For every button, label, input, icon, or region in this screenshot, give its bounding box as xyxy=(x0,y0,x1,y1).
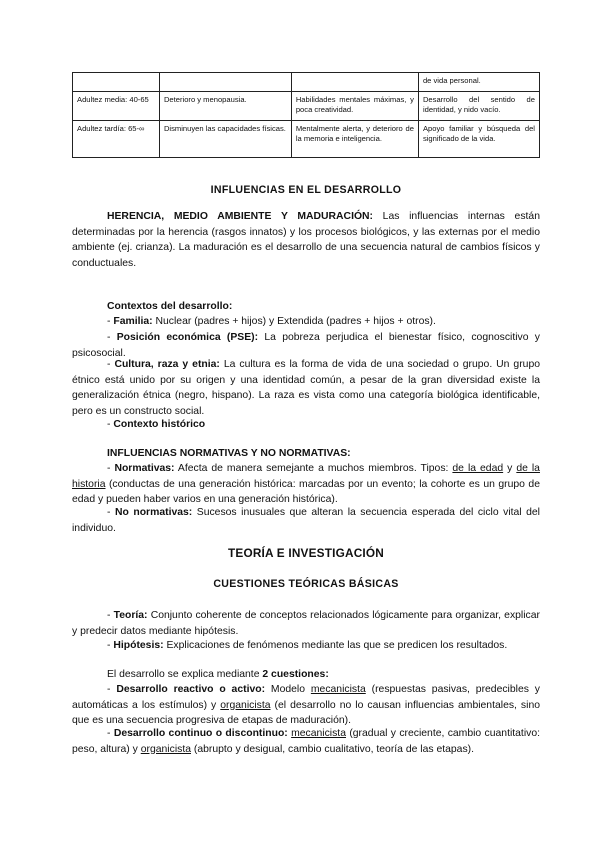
teoria-item xyxy=(72,608,540,639)
bullet: - xyxy=(107,419,114,430)
no-normativas-label: No normativas: xyxy=(114,507,193,518)
pse-text: La pobreza perjudica el bienestar físico, cognoscitivo y psicosocial. xyxy=(72,332,540,359)
bullet: - xyxy=(107,610,114,621)
bullet: - xyxy=(107,640,114,651)
reactivo-item xyxy=(72,682,540,729)
bullet: - xyxy=(107,728,114,739)
hipotesis-item xyxy=(72,638,540,654)
contextos-heading: Contextos del desarrollo: xyxy=(107,301,233,312)
table-cell: Mentalmente alerta, y deterioro de la memoria e inteligencia. xyxy=(291,121,418,158)
explica-text: El desarrollo se explica mediante xyxy=(107,669,263,680)
bullet: - xyxy=(107,316,114,327)
herencia-text: Las influencias internas están determinadas por la herencia (rasgos innatos) y los procesos biológicos, y las externas por el medio ambiente (ej. crianza). La maduración es el desarrollo de una secuencia natural de cambios físicos y conductuales. xyxy=(72,211,540,269)
organicista-term: organicista xyxy=(140,743,191,755)
table-cell: Adultez media: 40-65 xyxy=(73,92,160,121)
table-cell: Deterioro y menopausia. xyxy=(159,92,291,121)
reactivo-text-continued: (respuestas pasivas, predecibles y automáticas a los estímulos) y xyxy=(72,684,540,711)
herencia-label: HERENCIA, MEDIO AMBIENTE Y MADURACIÓN: xyxy=(107,211,373,222)
cultura-item xyxy=(72,357,540,419)
normativas-label: Normativas: xyxy=(114,463,175,474)
continuo-text: (gradual y creciente, cambio cuantitativo: peso, altura) y xyxy=(72,728,540,755)
normativas-text: Afecta de manera semejante a muchos miembros. Tipos: xyxy=(174,463,453,474)
table-row xyxy=(73,73,540,92)
teoria-label: Teoría: xyxy=(113,610,148,621)
teoria-text: Conjunto coherente de conceptos relacionados lógicamente para organizar, explicar y predecir datos mediante hipótesis. xyxy=(72,610,540,637)
mecanicista-term: mecanicista xyxy=(310,684,366,695)
familia-text: Nuclear (padres + hijos) y Extendida (padres + hijos + otros). xyxy=(152,316,436,327)
normativas-heading: INFLUENCIAS NORMATIVAS Y NO NORMATIVAS: xyxy=(107,448,351,459)
organicista-term: organicista xyxy=(220,699,271,711)
contexto-historico-label: Contexto histórico xyxy=(113,419,206,430)
hipotesis-label: Hipótesis: xyxy=(113,640,164,651)
cultura-text: La cultura es la forma de vida de una sociedad o grupo. Un grupo étnico está unido por su origen y una identidad común, a pesar de la gran diversidad existe la generalización étnica (negro, hispano). La raza es vista como una categoría biológica identificable, pero es un constructo social. xyxy=(72,359,540,417)
bullet: - xyxy=(107,463,115,474)
familia-item xyxy=(72,314,540,330)
no-normativas-text: Sucesos inusuales que alteran la secuencia esperada del ciclo vital del individuo. xyxy=(72,507,540,534)
explica-line xyxy=(107,667,329,683)
hipotesis-text: Explicaciones de fenómenos mediante las que se predicen los resultados. xyxy=(163,640,508,651)
reactivo-text-end: (el desarrollo no lo causan influencias ambientales, sino que es una secuencia progresiva de etapas de maduración). xyxy=(72,699,540,726)
cultura-label: Cultura, raza y etnia: xyxy=(114,359,220,370)
development-stages-table xyxy=(72,72,540,158)
table-cell: Habilidades mentales máximas, y poca creatividad. xyxy=(291,92,418,121)
mecanicista-term: mecanicista xyxy=(291,728,346,739)
table-cell: Desarrollo del sentido de identidad, y nido vacío. xyxy=(418,92,539,121)
continuo-text-end: (abrupto y desigual, cambio cualitativo, teoría de las etapas). xyxy=(190,743,474,755)
table-row xyxy=(73,121,540,158)
no-normativas-item xyxy=(72,505,540,536)
normativas-item xyxy=(72,461,540,508)
bullet: - xyxy=(107,684,117,695)
table-cell xyxy=(291,73,418,92)
bullet: - xyxy=(107,359,115,370)
bullet: - xyxy=(107,507,115,518)
table-cell: Adultez tardía: 65-∞ xyxy=(73,121,160,158)
conjunction: y xyxy=(503,463,517,474)
reactivo-label: Desarrollo reactivo o activo: xyxy=(116,684,266,695)
pse-label: Posición económica (PSE): xyxy=(116,332,259,343)
section-subtitle-cuestiones: CUESTIONES TEÓRICAS BÁSICAS xyxy=(213,578,399,590)
de-la-historia-term: de la historia xyxy=(72,463,540,490)
bullet: - xyxy=(107,332,117,343)
explica-bold: 2 cuestiones: xyxy=(262,669,329,680)
section-title-teoria: TEORÍA E INVESTIGACIÓN xyxy=(227,546,385,560)
table-cell xyxy=(73,73,160,92)
de-la-edad-term: de la edad xyxy=(452,463,504,474)
contexto-historico-item xyxy=(107,417,205,433)
reactivo-text: Modelo xyxy=(265,684,311,695)
table-cell: Apoyo familiar y búsqueda del significado de la vida. xyxy=(418,121,539,158)
table-cell: Disminuyen las capacidades físicas. xyxy=(159,121,291,158)
normativas-text-continued: (conductas de una generación histórica: marcadas por un evento; la cohorte es un grupo de edad y pueden haber varios en una generación histórica). xyxy=(72,478,540,505)
continuo-label: Desarrollo continuo o discontinuo: xyxy=(113,728,288,739)
familia-label: Familia: xyxy=(113,316,153,327)
table-cell xyxy=(159,73,291,92)
herencia-paragraph xyxy=(72,209,540,271)
table-cell: de vida personal. xyxy=(418,73,539,92)
continuo-item xyxy=(72,726,540,757)
table-row xyxy=(73,92,540,121)
section-title-influencias: INFLUENCIAS EN EL DESARROLLO xyxy=(210,184,402,196)
